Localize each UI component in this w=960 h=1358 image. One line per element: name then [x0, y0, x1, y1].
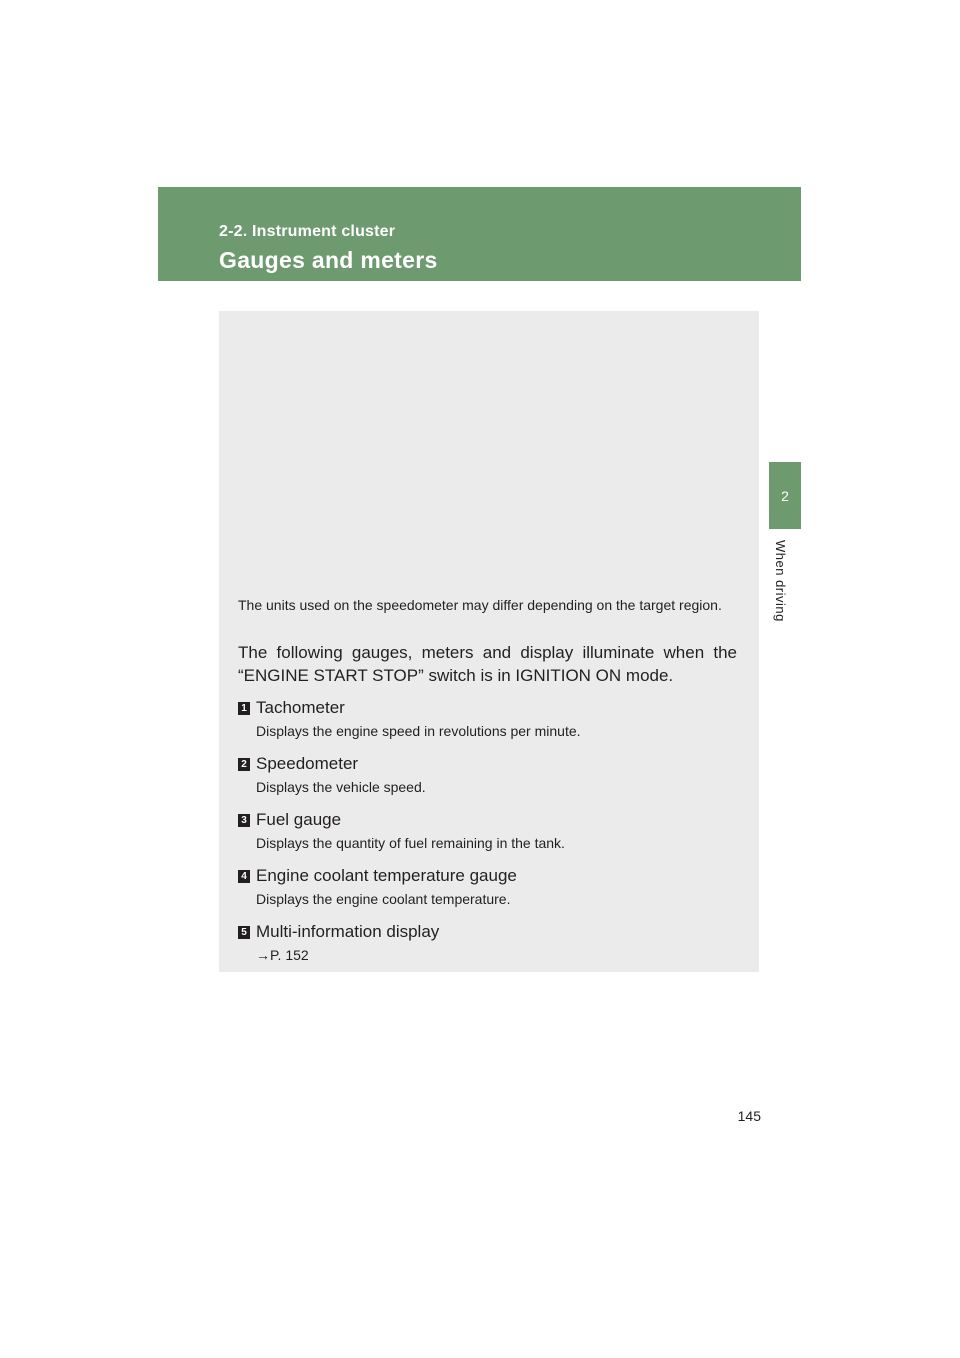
item-title: Speedometer — [256, 754, 359, 773]
chapter-tab — [769, 462, 801, 529]
chapter-name: When driving — [773, 540, 788, 622]
item-title: Engine coolant temperature gauge — [256, 866, 517, 885]
item-description: Displays the vehicle speed. — [256, 779, 426, 795]
item-description: Displays the engine coolant temperature. — [256, 891, 511, 907]
list-item — [238, 695, 737, 741]
illustration-area — [219, 311, 759, 581]
section-header — [158, 187, 801, 281]
chapter-number: 2 — [781, 487, 789, 504]
list-item — [238, 751, 737, 797]
item-title: Tachometer — [256, 698, 345, 717]
item-number-marker: 3 — [238, 814, 250, 827]
item-number-marker: 2 — [238, 758, 250, 771]
item-number-marker: 1 — [238, 702, 250, 715]
units-note: The units used on the speedometer may differ depending on the target region. — [238, 597, 722, 613]
page-number: 145 — [737, 1108, 761, 1124]
item-title: Multi-information display — [256, 922, 440, 941]
item-number-marker: 5 — [238, 926, 250, 939]
section-label: 2-2. Instrument cluster — [219, 223, 396, 240]
item-description: Displays the quantity of fuel remaining in the tank. — [256, 835, 565, 851]
list-item — [238, 919, 737, 965]
item-title: Fuel gauge — [256, 810, 342, 829]
item-description: Displays the engine speed in revolutions per minute. — [256, 723, 581, 739]
item-number-marker: 4 — [238, 870, 250, 883]
list-item — [238, 807, 737, 853]
intro-paragraph: The following gauges, meters and display illuminate when the “ENGINE START STOP” switch is in IGNITION ON mode. — [238, 643, 737, 685]
page-reference-link[interactable]: →P. 152 — [256, 947, 309, 963]
content-box — [219, 311, 759, 972]
page-title: Gauges and meters — [219, 247, 438, 273]
gauge-list — [238, 695, 737, 975]
list-item — [238, 863, 737, 909]
